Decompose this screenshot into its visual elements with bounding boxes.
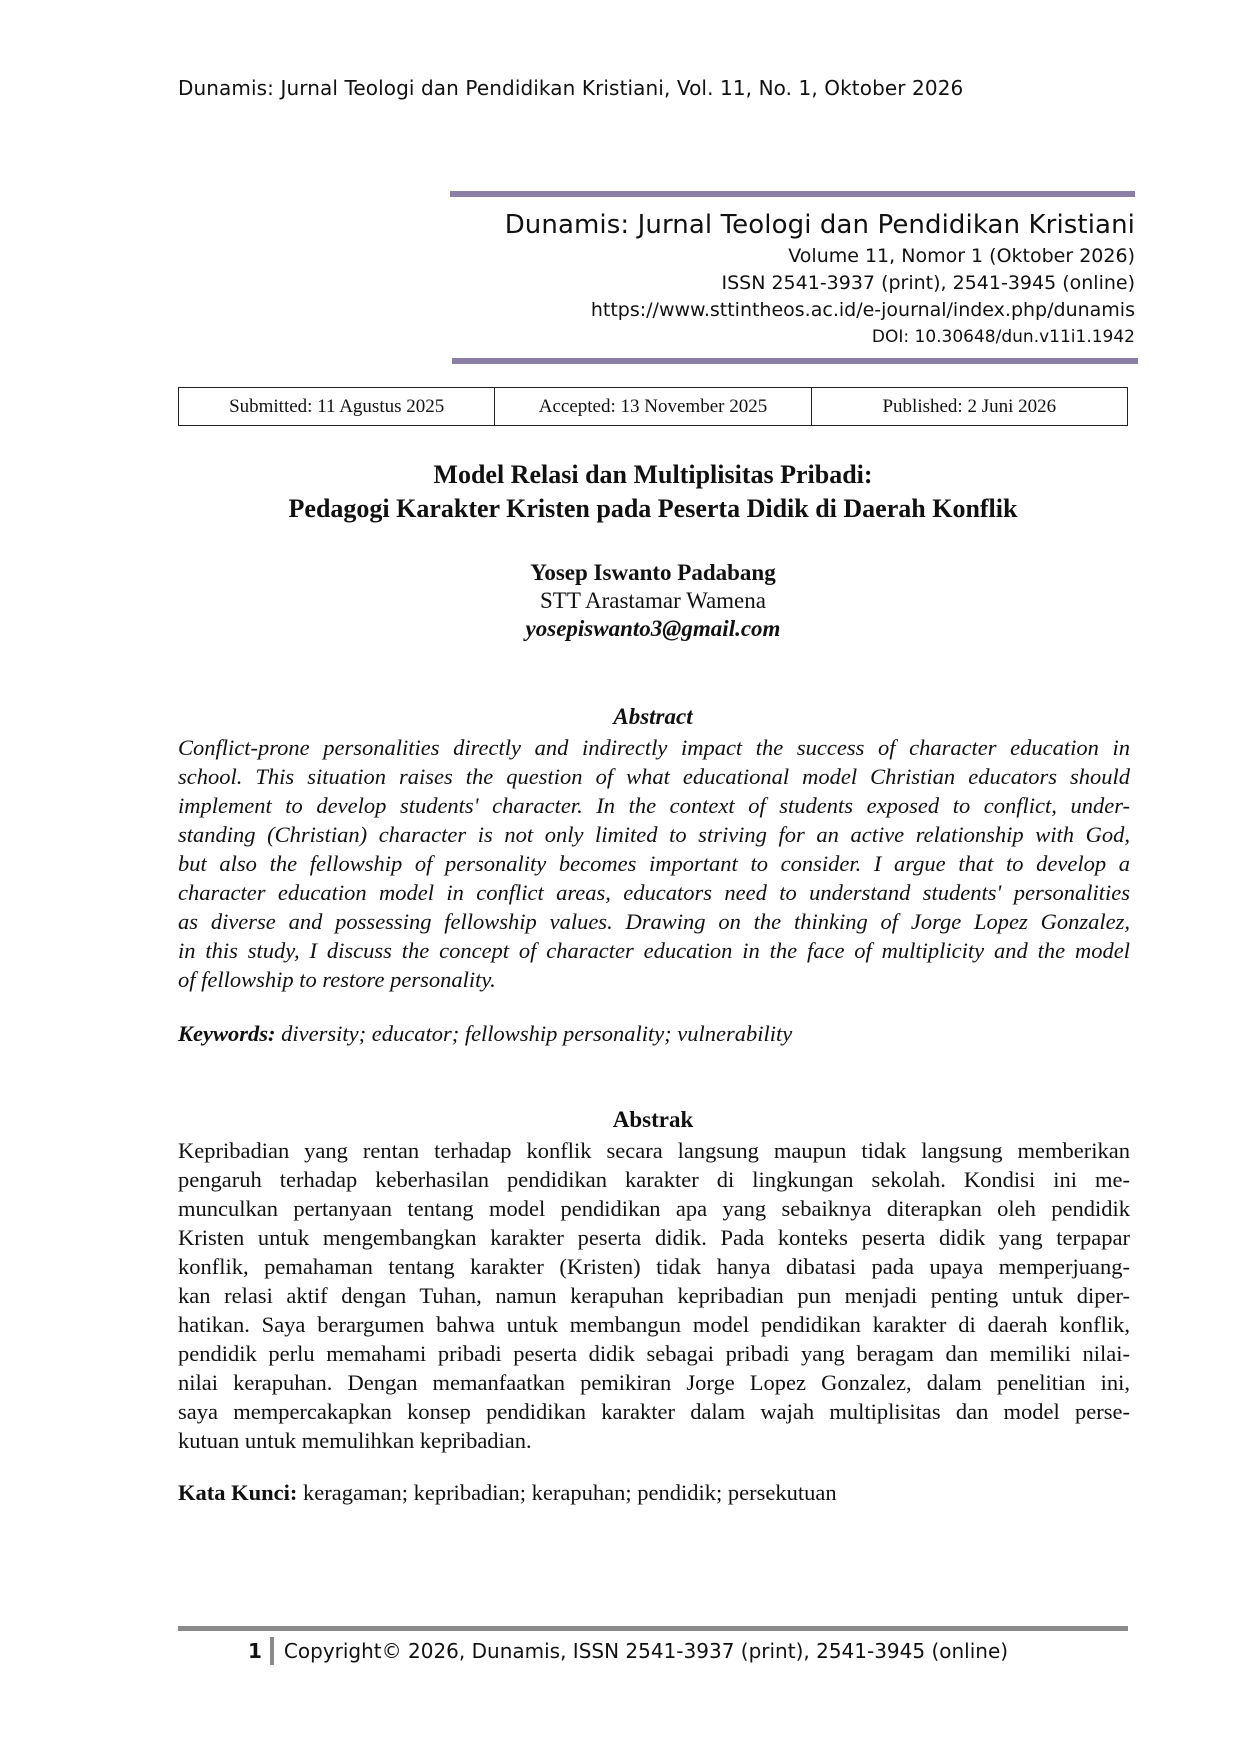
abstract-en-line: standing (Christian) character is not only limited to striving for an active relationship with God, bbox=[178, 822, 1130, 847]
abstract-id-line: nilai kerapuhan. Dengan memanfaatkan pemikiran Jorge Lopez Gonzalez, dalam penelitian ini, bbox=[178, 1370, 1130, 1395]
abstract-id-line: saya mempercakapkan konsep pendidikan karakter dalam wajah multiplisitas dan model perse- bbox=[178, 1399, 1130, 1424]
author-name: Yosep Iswanto Padabang bbox=[530, 560, 776, 585]
abstract-id-body bbox=[178, 1136, 1130, 1455]
page-number: 1 bbox=[248, 1639, 262, 1663]
journal-title: Dunamis: Jurnal Teologi dan Pendidikan Kristiani bbox=[504, 210, 1135, 240]
keywords-id bbox=[178, 1480, 837, 1506]
footer-divider bbox=[270, 1637, 274, 1665]
abstract-en-body bbox=[178, 733, 1130, 994]
keywords-en-values: diversity; educator; fellowship personality; vulnerability bbox=[281, 1021, 793, 1046]
keywords-id-values: keragaman; kepribadian; kerapuhan; pendidik; persekutuan bbox=[303, 1480, 837, 1505]
abstract-id-heading: Abstrak bbox=[612, 1107, 694, 1132]
abstract-en-line: of fellowship to restore personality. bbox=[178, 967, 496, 992]
abstract-id-line: kutuan untuk memulihkan kepribadian. bbox=[178, 1428, 532, 1453]
dates-table bbox=[178, 387, 1128, 426]
abstract-id-line: munculkan pertanyaan tentang model pendidikan apa yang sebaiknya diterapkan oleh pendidik bbox=[178, 1196, 1130, 1221]
journal-issn: ISSN 2541-3937 (print), 2541-3945 (online) bbox=[721, 272, 1135, 294]
journal-rule-top bbox=[450, 191, 1135, 197]
abstract-en-line: character education model in conflict areas, educators need to understand students' personalities bbox=[178, 880, 1130, 905]
abstract-id-line: Kristen untuk mengembangkan karakter peserta didik. Pada konteks peserta didik yang terpapar bbox=[178, 1225, 1130, 1250]
abstract-id-line: pengaruh terhadap keberhasilan pendidikan karakter di lingkungan sekolah. Kondisi ini me- bbox=[178, 1167, 1130, 1192]
footer-rule bbox=[178, 1626, 1128, 1631]
article-title-line-1: Model Relasi dan Multiplisitas Pribadi: bbox=[433, 460, 873, 489]
abstract-en-line: Conflict-prone personalities directly and indirectly impact the success of character education in bbox=[178, 735, 1130, 760]
keywords-id-label: Kata Kunci: bbox=[178, 1480, 298, 1505]
page-footer bbox=[248, 1636, 1008, 1666]
accepted-date: Accepted: 13 November 2025 bbox=[495, 388, 811, 425]
journal-volume: Volume 11, Nomor 1 (Oktober 2026) bbox=[788, 245, 1135, 267]
abstract-en-line: in this study, I discuss the concept of character education in the face of multiplicity and the model bbox=[178, 938, 1130, 963]
journal-info-block bbox=[505, 207, 1135, 351]
abstract-id-line: hatikan. Saya berargumen bahwa untuk membangun model pendidikan karakter di daerah konflik, bbox=[178, 1312, 1130, 1337]
abstract-en-heading: Abstract bbox=[613, 704, 693, 729]
abstract-en-line: as diverse and possessing fellowship values. Drawing on the thinking of Jorge Lopez Gonzalez, bbox=[178, 909, 1130, 934]
abstract-id-line: pendidik perlu memahami pribadi peserta didik sebagai pribadi yang beragam dan memiliki nilai- bbox=[178, 1341, 1130, 1366]
abstract-id-line: kan relasi aktif dengan Tuhan, namun kerapuhan kepribadian pun menjadi penting untuk diper- bbox=[178, 1283, 1130, 1308]
author-email[interactable]: yosepiswanto3@gmail.com bbox=[525, 616, 781, 641]
keywords-en bbox=[178, 1021, 792, 1047]
submitted-date: Submitted: 11 Agustus 2025 bbox=[179, 388, 495, 425]
abstract-id-line: konflik, pemahaman tentang karakter (Kristen) tidak hanya dibatasi pada upaya memperjuang- bbox=[178, 1254, 1130, 1279]
journal-rule-bottom bbox=[452, 358, 1138, 364]
published-date: Published: 2 Juni 2026 bbox=[882, 395, 1057, 417]
author-block bbox=[178, 559, 1128, 643]
journal-doi[interactable]: DOI: 10.30648/dun.v11i1.1942 bbox=[871, 327, 1135, 347]
abstract-en-line: but also the fellowship of personality becomes important to consider. I argue that to develop a bbox=[178, 851, 1130, 876]
footer-copyright: Copyright© 2026, Dunamis, ISSN 2541-3937 (print), 2541-3945 (online) bbox=[283, 1639, 1009, 1663]
abstract-id-line: Kepribadian yang rentan terhadap konflik secara langsung maupun tidak langsung memberikan bbox=[178, 1138, 1130, 1163]
abstract-en-line: implement to develop students' character. In the context of students exposed to conflict, under- bbox=[178, 793, 1130, 818]
abstract-en-line: school. This situation raises the question of what educational model Christian educators should bbox=[178, 764, 1130, 789]
keywords-en-label: Keywords: bbox=[178, 1021, 276, 1046]
article-title bbox=[178, 458, 1128, 526]
journal-url[interactable]: https://www.sttintheos.ac.id/e-journal/index.php/dunamis bbox=[590, 299, 1135, 321]
article-title-line-2: Pedagogi Karakter Kristen pada Peserta Didik di Daerah Konflik bbox=[288, 494, 1018, 523]
running-header: Dunamis: Jurnal Teologi dan Pendidikan Kristiani, Vol. 11, No. 1, Oktober 2026 bbox=[178, 76, 964, 100]
author-affiliation: STT Arastamar Wamena bbox=[540, 588, 766, 613]
